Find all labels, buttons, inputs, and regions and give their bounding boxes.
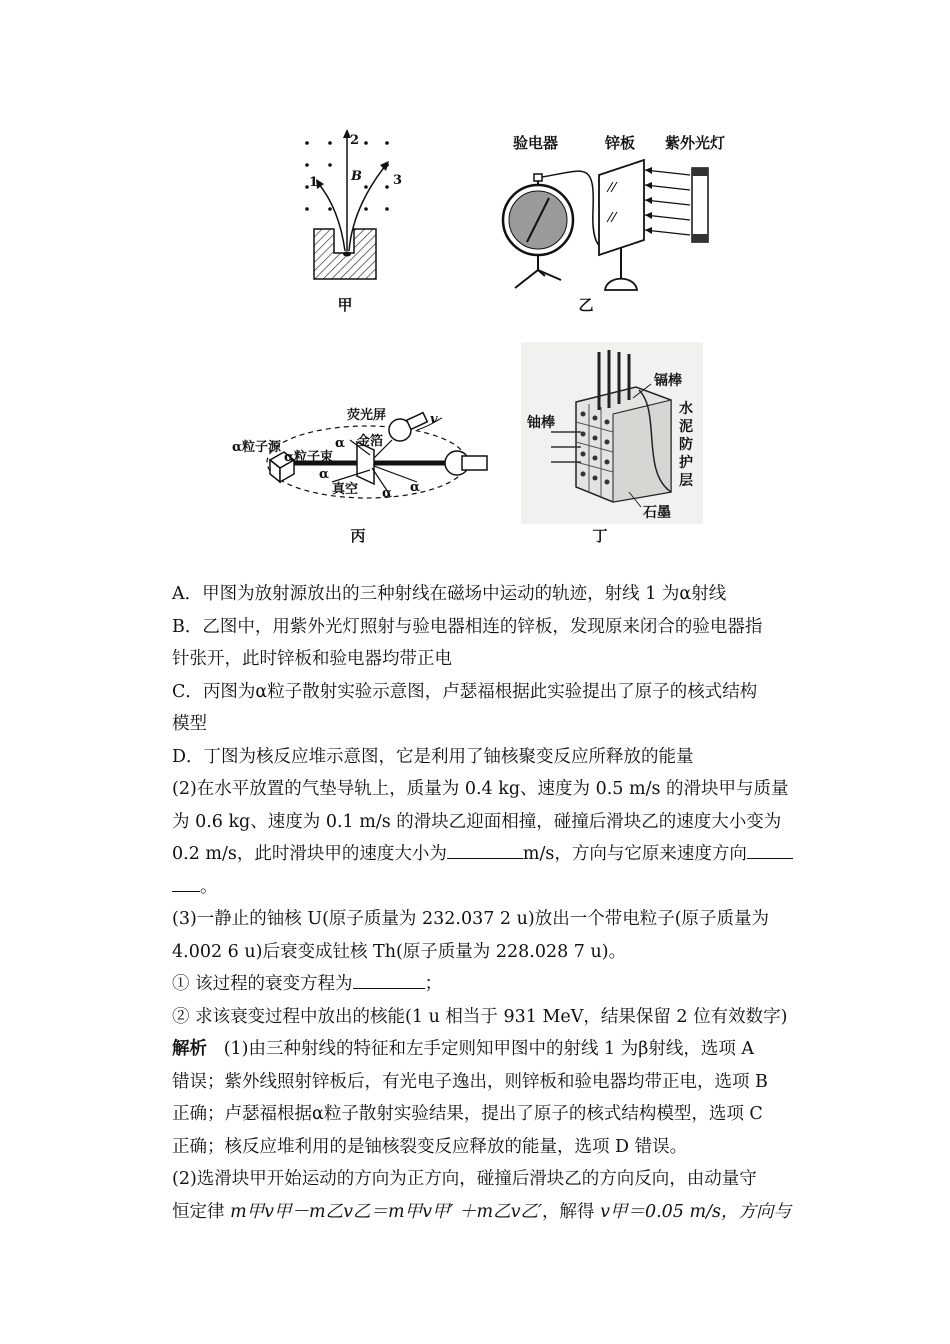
label-velocity: v bbox=[430, 412, 438, 427]
label-alpha-4: α bbox=[410, 480, 421, 495]
analysis-line1 bbox=[172, 1033, 812, 1066]
ray-label-2: 2 bbox=[350, 133, 360, 148]
q3-item1-text: ① 该过程的衰变方程为 bbox=[172, 974, 353, 994]
q3-line1: (3)一静止的铀核 U(原子质量为 232.037 2 u)放出一个带电粒子(原子质量为 bbox=[172, 909, 770, 929]
answer-blank-equation bbox=[353, 970, 425, 989]
label-concrete-char: 防 bbox=[679, 437, 693, 453]
q2-line1: (2)在水平放置的气垫导轨上，质量为 0.4 kg、速度为 0.5 m/s 的滑块甲与质量 bbox=[172, 779, 789, 799]
option-c-line2: 模型 bbox=[172, 714, 207, 734]
label-alpha-1: α bbox=[335, 436, 346, 451]
label-screen: 荧光屏 bbox=[347, 408, 387, 423]
analysis-p2-1: (2)选滑块甲开始运动的方向为正方向，碰撞后滑块乙的方向反向，由动量守 bbox=[172, 1169, 757, 1189]
label-vacuum: 真空 bbox=[332, 482, 359, 497]
label-zinc-plate: 锌板 bbox=[605, 134, 636, 152]
label-cadmium-rod: 镉棒 bbox=[654, 373, 682, 389]
label-concrete-char: 层 bbox=[679, 473, 693, 489]
analysis-heading: 解析 bbox=[172, 1039, 207, 1059]
q2-line4 bbox=[172, 871, 812, 904]
answer-blank-direction-cont bbox=[172, 873, 200, 892]
label-electroscope: 验电器 bbox=[513, 134, 559, 152]
q3-item1 bbox=[172, 968, 812, 1001]
option-b-line2: 针张开，此时锌板和验电器均带正电 bbox=[172, 649, 452, 669]
momentum-equation: m甲v甲－m乙v乙＝m甲v甲′ ＋m乙v乙′ bbox=[230, 1201, 543, 1222]
q2-line3-b: m/s，方向与它原来速度方向 bbox=[522, 844, 747, 864]
analysis-p2-2 bbox=[172, 1196, 812, 1229]
figure-ding-caption: 丁 bbox=[592, 527, 608, 545]
analysis-p2-2-mid: ，解得 bbox=[542, 1201, 595, 1222]
label-concrete-char: 护 bbox=[679, 455, 693, 471]
label-concrete bbox=[679, 400, 697, 490]
option-d: D．丁图为核反应堆示意图，它是利用了铀核聚变反应所释放的能量 bbox=[172, 746, 694, 767]
option-b-line1: B．乙图中，用紫外光灯照射与验电器相连的锌板，发现原来闭合的验电器指 bbox=[172, 616, 763, 637]
q3-item2: ② 求该衰变过程中放出的核能(1 u 相当于 931 MeV，结果保留 2 位有效数字) bbox=[172, 1006, 788, 1027]
analysis-p1-4: 正确；核反应堆利用的是铀核裂变反应释放的能量，选项 D 错误。 bbox=[172, 1136, 688, 1157]
q2-line3 bbox=[172, 838, 812, 871]
figure-yi bbox=[495, 130, 785, 300]
ray-label-1: 1 bbox=[309, 175, 319, 190]
option-c-line1: C．丙图为α粒子散射实验示意图，卢瑟福根据此实验提出了原子的核式结构 bbox=[172, 681, 758, 702]
figure-jia bbox=[290, 125, 403, 285]
figure-jia-drawing bbox=[290, 125, 403, 285]
option-a: A．甲图为放射源放出的三种射线在磁场中运动的轨迹，射线 1 为α射线 bbox=[172, 584, 727, 604]
answer-blank-speed bbox=[447, 840, 523, 859]
label-graphite: 石墨 bbox=[643, 505, 671, 521]
label-alpha-2: α bbox=[319, 467, 330, 482]
figure-yi-drawing bbox=[495, 130, 785, 300]
figure-bing bbox=[232, 400, 502, 510]
figure-jia-caption: 甲 bbox=[337, 296, 353, 314]
label-alpha-beam: α粒子束 bbox=[284, 450, 334, 465]
figure-bing-caption: 丙 bbox=[350, 527, 366, 545]
figure-area bbox=[0, 0, 950, 560]
label-alpha-3: α bbox=[382, 486, 393, 501]
label-concrete-char: 泥 bbox=[679, 419, 693, 435]
q2-line4-end: 。 bbox=[200, 876, 218, 897]
analysis-p1-1: (1)由三种射线的特征和左手定则知甲图中的射线 1 为β射线，选项 A bbox=[223, 1039, 755, 1059]
label-concrete-char: 水 bbox=[679, 401, 693, 417]
q3-item1-end: ； bbox=[424, 974, 443, 994]
label-uranium-rod: 铀棒 bbox=[527, 415, 555, 431]
result-velocity: v甲＝0.05 m/s，方向与 bbox=[600, 1201, 791, 1222]
q2-line2: 为 0.6 kg、速度为 0.1 m/s 的滑块乙迎面相撞，碰撞后滑块乙的速度大小变为 bbox=[172, 811, 782, 832]
figure-ding bbox=[521, 342, 703, 524]
figure-yi-caption: 乙 bbox=[578, 296, 594, 314]
ray-label-3: 3 bbox=[393, 173, 403, 188]
answer-blank-direction bbox=[747, 840, 793, 859]
analysis-p2-2-pre: 恒定律 bbox=[172, 1201, 225, 1222]
document-body bbox=[172, 578, 812, 1228]
q2-line3-a: 0.2 m/s，此时滑块甲的速度大小为 bbox=[172, 844, 447, 864]
field-label-b: B bbox=[351, 169, 362, 184]
analysis-p1-3: 正确；卢瑟福根据α粒子散射实验结果，提出了原子的核式结构模型，选项 C bbox=[172, 1104, 763, 1124]
analysis-p1-2: 错误；紫外线照射锌板后，有光电子逸出，则锌板和验电器均带正电，选项 B bbox=[172, 1071, 768, 1092]
label-gold-foil: 金箔 bbox=[357, 434, 384, 449]
label-uv-lamp: 紫外光灯 bbox=[665, 134, 726, 152]
label-alpha-source: α粒子源 bbox=[232, 440, 282, 455]
q3-line2: 4.002 6 u)后衰变成钍核 Th(原子质量为 228.028 7 u)。 bbox=[172, 941, 627, 962]
